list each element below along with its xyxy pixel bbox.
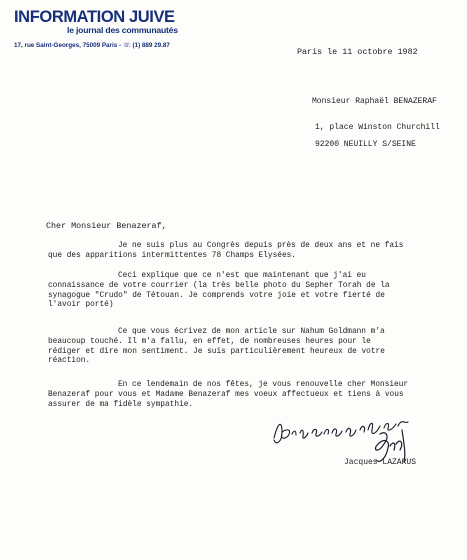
paragraph-line: beaucoup touché. Il m'a fallu, en effet, de nombreuses heures pour le	[48, 337, 371, 346]
paragraph-line: que des apparitions intermittentes 78 Champs Elysées.	[48, 251, 296, 260]
paragraph-line: réaction.	[48, 357, 91, 366]
letterhead-address: 17, rue Saint-Georges, 75009 Paris - ☏ (1) 889 29.87	[14, 42, 170, 49]
date-line: Paris le 11 octobre 1982	[297, 47, 418, 57]
recipient-street: 1, place Winston Churchill	[315, 123, 440, 132]
paragraph-line: Je ne suis plus au Congrès depuis près de deux ans et ne fais	[118, 242, 404, 250]
paragraph-line: En ce lendemain de nos fêtes, je vous renouvelle cher Monsieur	[118, 381, 409, 389]
letterhead-tagline: le journal des communautés	[67, 25, 178, 35]
paragraph-line: Benazeraf pour vous et Madame Benazeraf mes voeux affectueux et tiens à vous	[48, 390, 404, 399]
paragraph-line: connaissance de votre courrier (la très belle photo du Sepher Torah de la	[48, 281, 390, 290]
recipient-name: Monsieur Raphaël BENAZERAF	[312, 97, 437, 106]
paragraph-line: assurer de ma fidèle sympathie.	[48, 400, 194, 409]
recipient-city: 92200 NEUILLY S/SEINE	[315, 140, 416, 149]
letterhead-brand: INFORMATION JUIVE	[14, 8, 175, 26]
paragraph-line: l'avoir porté)	[48, 301, 114, 310]
paragraph-line: synagogue "Crudo" de Tétouan. Je comprends votre joie et votre fierté de	[48, 291, 385, 300]
salutation: Cher Monsieur Benazeraf,	[46, 221, 167, 231]
letterhead	[14, 9, 214, 50]
signatory-name: Jacques LAZARUS	[344, 458, 417, 467]
paragraph-line: Ceci explique que ce n'est que maintenant que j'ai eu	[118, 272, 366, 280]
paragraph-line: Ce que vous écrivez de mon article sur Nahum Goldmann m'a	[118, 328, 385, 336]
paragraph-line: rédiger et dire mon sentiment. Je suis particulièrement heureux de votre	[48, 347, 385, 356]
paragraph-1	[48, 242, 403, 262]
paragraph-2	[48, 272, 390, 311]
paragraph-3	[48, 328, 385, 367]
